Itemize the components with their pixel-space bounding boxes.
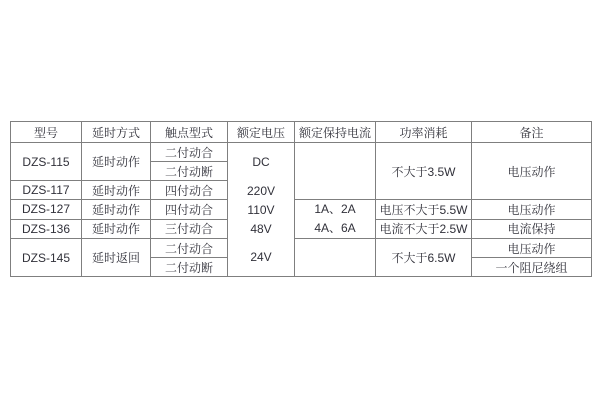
cell-rated-voltage-group <box>228 143 295 277</box>
cell-remark-dzs-145-b: 一个阻尼绕组 <box>472 258 592 277</box>
cell-contact-dzs-115-a: 二付动合 <box>151 143 228 162</box>
cell-delay-dzs-145: 延时返回 <box>82 239 151 277</box>
cell-model-dzs-136: DZS-136 <box>11 219 82 239</box>
voltage-dc: DC <box>252 155 270 169</box>
voltage-list <box>228 143 294 276</box>
table-row <box>11 200 592 220</box>
cell-remark-dzs-136: 电流保持 <box>472 219 592 239</box>
cell-contact-dzs-136: 三付动合 <box>151 219 228 239</box>
cell-delay-dzs-117: 延时动作 <box>82 181 151 200</box>
header-rated-holding-current: 额定保持电流 <box>295 122 376 143</box>
cell-remark-dzs-127: 电压动作 <box>472 200 592 220</box>
cell-power-dzs-127: 电压不大于5.5W <box>376 200 472 220</box>
voltage-110v: 110V <box>247 202 275 217</box>
header-contact-type: 触点型式 <box>151 122 228 143</box>
cell-contact-dzs-145-b: 二付动断 <box>151 258 228 277</box>
holding-current-line-1: 1A、2A <box>314 202 356 216</box>
cell-delay-dzs-115: 延时动作 <box>82 143 151 181</box>
cell-holding-current-145 <box>295 239 376 277</box>
cell-model-dzs-127: DZS-127 <box>11 200 82 220</box>
header-remarks: 备注 <box>472 122 592 143</box>
relay-spec-table <box>10 121 592 277</box>
cell-model-dzs-145: DZS-145 <box>11 239 82 277</box>
header-row <box>11 122 592 143</box>
header-model: 型号 <box>11 122 82 143</box>
cell-delay-dzs-127: 延时动作 <box>82 200 151 220</box>
voltage-24v: 24V <box>250 250 272 264</box>
cell-power-115-117: 不大于3.5W <box>376 143 472 200</box>
cell-contact-dzs-145-a: 二付动合 <box>151 239 228 258</box>
cell-power-dzs-136: 电流不大于2.5W <box>376 219 472 239</box>
header-power-consumption: 功率消耗 <box>376 122 472 143</box>
cell-power-145: 不大于6.5W <box>376 239 472 277</box>
voltage-48v: 48V <box>250 221 272 236</box>
cell-holding-current-127-136 <box>295 200 376 239</box>
cell-holding-current-115-117 <box>295 143 376 200</box>
header-rated-voltage: 额定电压 <box>228 122 295 143</box>
holding-current-line-2: 4A、6A <box>314 221 356 235</box>
cell-contact-dzs-117: 四付动合 <box>151 181 228 200</box>
cell-remark-115-117: 电压动作 <box>472 143 592 200</box>
cell-remark-dzs-145-a: 电压动作 <box>472 239 592 258</box>
cell-delay-dzs-136: 延时动作 <box>82 219 151 239</box>
cell-contact-dzs-127: 四付动合 <box>151 200 228 220</box>
cell-model-dzs-117: DZS-117 <box>11 181 82 200</box>
table-row <box>11 239 592 258</box>
header-delay-mode: 延时方式 <box>82 122 151 143</box>
cell-model-dzs-115: DZS-115 <box>11 143 82 181</box>
table-row <box>11 143 592 162</box>
voltage-220v: 220V <box>246 183 276 198</box>
cell-contact-dzs-115-b: 二付动断 <box>151 162 228 181</box>
